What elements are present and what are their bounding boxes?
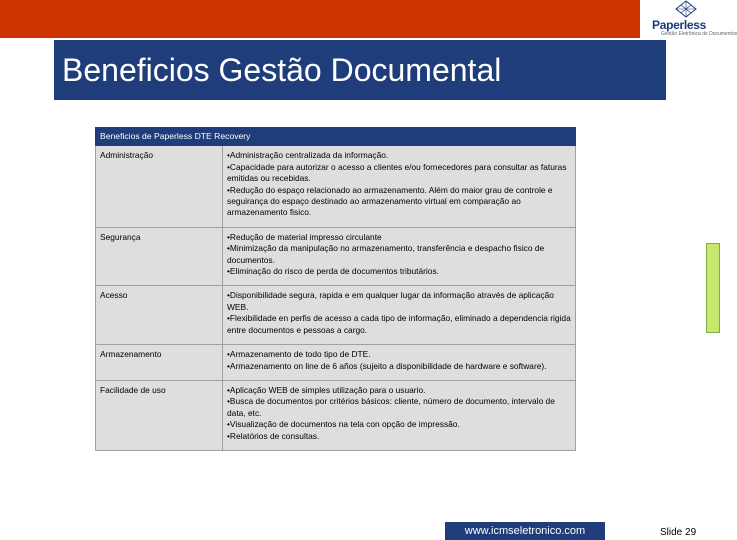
table-row: [96, 380, 576, 450]
row-category: Acesso: [96, 286, 223, 345]
row-items: [223, 227, 576, 286]
row-category: Armazenamento: [96, 345, 223, 381]
row-category: Segurança: [96, 227, 223, 286]
bullet-item: •Redução de material impresso circulante: [227, 231, 382, 242]
table-row: [96, 345, 576, 381]
bullet-item: •Minimização da manipulação no armazenamento, transferência e despacho fisico de documentos.: [227, 243, 545, 265]
row-items: [223, 380, 576, 450]
bullet-item: •Capacidade para autorizar o acesso a clientes e/ou fornecedores para consultar as faturas emitidas ou recebidas.: [227, 161, 567, 184]
side-accent-tab: [706, 243, 720, 333]
bullet-item: •Armazenamento on line de 6 años (sujeito a disponibilidade de hardware e software).: [227, 360, 547, 371]
bullet-item: •Redução do espaço relacionado ao armazenamento. Além do maior grau de controle e seguirança do espaço destinado ao armazenamento virtual em comparação ao armazenamento fisico.: [227, 184, 553, 218]
bullet-item: •Aplicação WEB de simples utilização para o usuario.: [227, 384, 426, 395]
top-red-bar: [0, 0, 640, 38]
bullet-item: •Disponibilidade segura, rapida e em qualquer lugar da informação através de aplicação WEB.: [227, 290, 554, 312]
bullet-item: •Eliminação do risco de perda de documentos tributários.: [227, 266, 439, 277]
slide-number: Slide 29: [660, 527, 697, 538]
bullet-item: •Flexibilidade en perfis de acesso a cada tipo de informação, eliminado a dependencia rigida entre documentos e pessoas a cargo.: [227, 313, 571, 335]
table-row: [96, 227, 576, 286]
bullet-item: •Relatórios de consultas.: [227, 430, 320, 441]
bullet-item: •Armazenamento de todo tipo de DTE.: [227, 349, 371, 360]
page-title: Beneficios Gestão Documental: [62, 52, 502, 88]
row-items: [223, 146, 576, 227]
benefits-table: [95, 127, 576, 451]
bullet-item: •Busca de documentos por critérios básicos: cliente, número de documento, intervalo de data, etc.: [227, 396, 555, 418]
bullet-item: •Administração centralizada da informação.: [227, 150, 389, 161]
website-link[interactable]: www.icmseletronico.com: [445, 522, 605, 540]
row-category: Administração: [96, 146, 223, 227]
logo-wordmark: Paperless: [652, 18, 707, 32]
table-heading: Beneficios de Paperless DTE Recovery: [96, 128, 576, 146]
row-category: Facilidade de uso: [96, 380, 223, 450]
table-header-row: [96, 128, 576, 146]
logo-tagline: Gestão Eletrônica de Documentos: [661, 31, 737, 37]
row-items: [223, 286, 576, 345]
row-items: [223, 345, 576, 381]
bullet-item: •Visualização de documentos na tela con opção de impressão.: [227, 419, 460, 430]
table-row: [96, 146, 576, 227]
table-row: [96, 286, 576, 345]
